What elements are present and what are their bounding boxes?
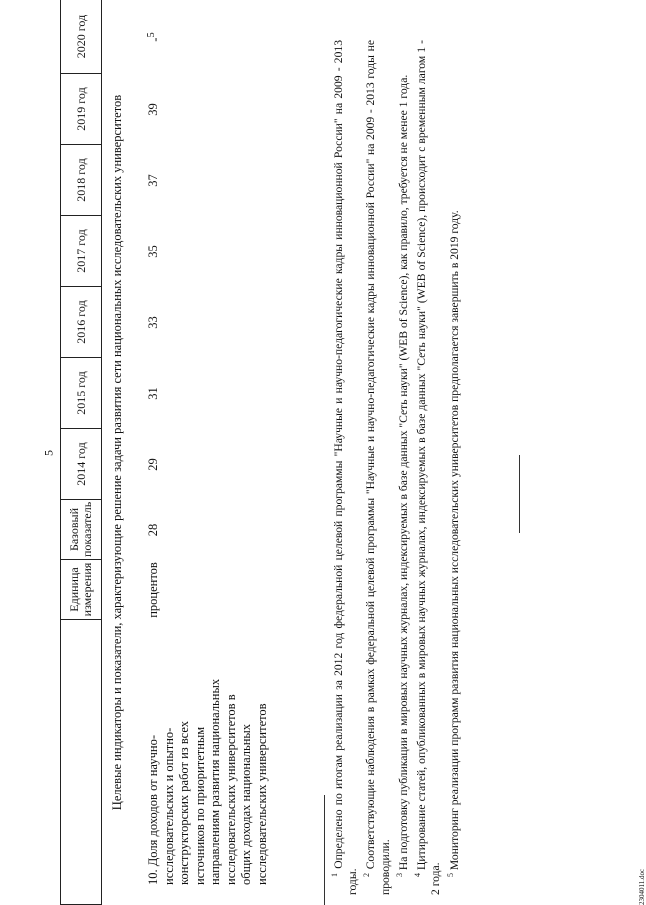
footnote-ref-5: 5 (146, 32, 157, 38)
section-heading: Целевые индикаторы и показатели, характеризующие решение задачи развития сети национальных исследовательских университетов (110, 94, 124, 811)
indicator-value-2015: 31 (146, 387, 160, 400)
footnote-text: Определено по итогам реализации за 2012 год федеральной целевой программы "Научные и научно-педагогические кадры инновационной России" на 2009 - 2013 годы. (331, 40, 360, 895)
closing-rule (519, 455, 520, 533)
indicator-value-2017: 35 (146, 245, 160, 258)
footnote-3 (393, 40, 411, 895)
footnote-text: На подготовку публикации в мировых научных журналах, индексируемых в базе данных "Сеть науки" (WEB of Science), как правило, требуется не менее 1 года. (396, 74, 410, 871)
value-2020: - (148, 37, 163, 42)
header-cell-2014: 2014 год (61, 429, 102, 500)
indicator-value-2014: 29 (146, 458, 160, 471)
footnote-4 (411, 40, 443, 895)
footnote-mark: 5 (445, 873, 455, 877)
footnote-text: Цитирование статей, опубликованных в мировых научных журналах, индексируемых в базе данных "Сеть науки" (WEB of Science), происходит с временным лагом 1 - 2 года. (414, 40, 443, 895)
footnotes (328, 40, 462, 895)
header-cell-2015: 2015 год (61, 358, 102, 429)
header-cell-2020: 2020 год (61, 0, 102, 74)
document-code: 2304011.doc (638, 868, 646, 905)
rotated-page-content (60, 0, 646, 905)
footnote-text: Мониторинг реализации программ развития национальных исследовательских университетов предполагается завершить в 2019 году. (447, 210, 461, 871)
indicator-table-header (60, 0, 102, 905)
footnote-separator (324, 795, 325, 905)
header-cell-base: Базовый показатель (61, 500, 102, 560)
footnote-mark: 4 (413, 873, 423, 877)
indicator-value-2018: 37 (146, 174, 160, 187)
header-cell-2017: 2017 год (61, 216, 102, 287)
indicator-value-2019: 39 (146, 103, 160, 116)
header-cell-2016: 2016 год (61, 287, 102, 358)
indicator-value-2016: 33 (146, 316, 160, 329)
footnote-5 (444, 40, 462, 895)
indicator-value-2020 (146, 0, 163, 74)
footnote-2 (360, 40, 392, 895)
indicator-row-label: 10. Доля доходов от научно-исследовательских и опытно-конструкторских работ из всех источников по приоритетным направлениям развития национальных исследовательских университетов в общих доходах национальных исследовательских университетов (146, 678, 269, 885)
footnote-mark: 1 (330, 873, 339, 877)
footnote-mark: 3 (394, 873, 404, 877)
indicator-base-value: 28 (146, 523, 160, 537)
header-cell-unit: Единица измерения (61, 560, 102, 620)
page-number: 5 (41, 450, 56, 456)
table-header-row (61, 0, 102, 905)
indicator-unit: процентов (146, 562, 160, 618)
header-cell-2019: 2019 год (61, 74, 102, 145)
header-cell-2018: 2018 год (61, 145, 102, 216)
footnote-1 (328, 40, 360, 895)
header-cell-indicator (61, 620, 102, 905)
footnote-mark: 2 (362, 873, 372, 877)
footnote-text: Соответствующие наблюдения в рамках федеральной целевой программы "Научные и научно-педагогические кадры инновационной России" на 2009 - 2013 годы не проводили. (364, 40, 392, 895)
